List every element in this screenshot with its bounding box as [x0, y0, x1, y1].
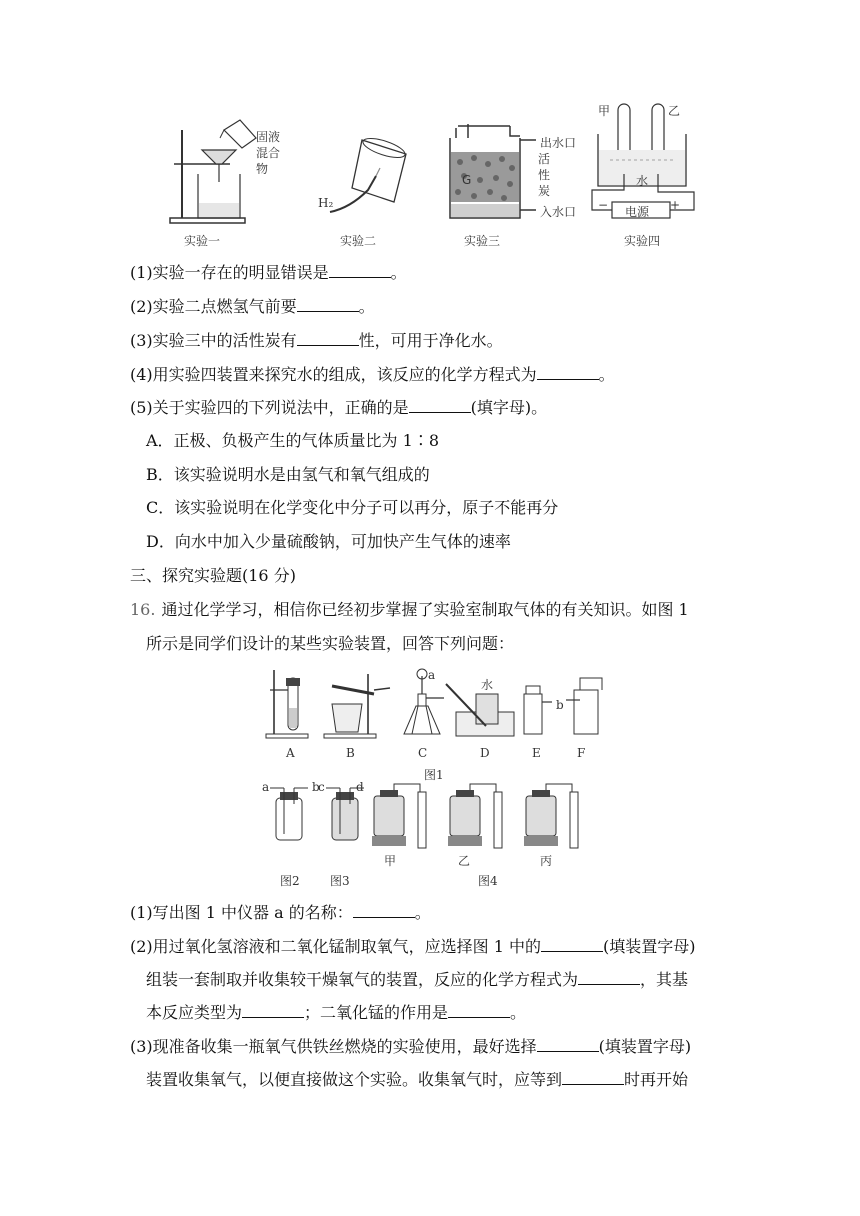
fig3-d-mark: d	[356, 780, 364, 794]
svg-text:G: G	[462, 173, 472, 187]
q16-part2-line3	[146, 1002, 526, 1023]
exp4-minus-label: −	[598, 198, 609, 212]
q16-part3-line2-text: 装置收集氧气，以便直接做这个实验。收集氧气时，应等到	[146, 1070, 563, 1089]
q15-part2-blank	[297, 296, 359, 312]
fig1-label-e: E	[532, 746, 541, 760]
fig1-label-d: D	[480, 746, 490, 760]
q16-part2-blank-4	[448, 1002, 510, 1018]
q15-part1-blank	[329, 262, 391, 278]
exp2-label: 实验二	[340, 234, 377, 248]
q16-part3-line1-tail: (填装置字母)	[598, 1037, 692, 1056]
experiment-2-figure	[310, 118, 420, 228]
q15-part3-blank	[297, 330, 359, 346]
q15-part2-tail: 。	[358, 297, 375, 316]
q15-part1	[130, 262, 407, 283]
q15-option-b: B．该实验说明水是由氢气和氧气组成的	[146, 465, 430, 484]
q16-line1-text: 通过化学学习，相信你已经初步掌握了实验室制取气体的有关知识。如图 1	[161, 600, 689, 619]
q15-part3-tail: 性，可用于净化水。	[358, 331, 503, 350]
fig1-caption: 图1	[424, 768, 444, 782]
q16-part3-blank-2	[562, 1069, 624, 1085]
q15-part5-blank	[409, 397, 471, 413]
q16-line2: 所示是同学们设计的某些实验装置，回答下列问题：	[146, 634, 515, 653]
q16-part2-line1-text: (2)用过氧化氢溶液和二氧化锰制取氧气，应选择图 1 中的	[130, 937, 542, 956]
fig1-water-label: 水	[481, 678, 494, 692]
fig1-label-a: A	[286, 746, 295, 760]
q16-part3-line2	[146, 1069, 688, 1090]
q16-part1	[130, 902, 431, 923]
q16-part2-blank-3	[242, 1002, 304, 1018]
fig2-a-mark: a	[262, 780, 270, 794]
q15-part3	[130, 330, 503, 351]
fig2-b-mark: b	[312, 780, 320, 794]
exp4-right-tube-label: 乙	[668, 104, 681, 118]
exp4-left-tube-label: 甲	[598, 104, 611, 118]
q16-part2-blank-1	[541, 936, 603, 952]
q16-part3-line1-text: (3)现准备收集一瓶氧气供铁丝燃烧的实验使用，最好选择	[130, 1037, 537, 1056]
q15-part4	[130, 364, 615, 385]
q15-part1-tail: 。	[390, 263, 407, 282]
q16-part1-text: (1)写出图 1 中仪器 a 的名称：	[130, 903, 353, 922]
q16-part2-line3-mid: ；二氧化锰的作用是	[304, 1003, 449, 1022]
q16-part2-line2-tail: ，其基	[640, 970, 689, 989]
exp1-label: 实验一	[184, 234, 221, 248]
q15-option-d: D．向水中加入少量硫酸钠，可加快产生气体的速率	[146, 532, 511, 551]
exp2-gas-label: H₂	[318, 196, 334, 210]
q16-part3-line1	[130, 1036, 691, 1057]
q15-part5	[130, 397, 547, 418]
fig1-a-mark: a	[428, 668, 436, 682]
exp3-carbon-label-1: 活	[538, 152, 551, 166]
exp4-power-label: 电源	[625, 205, 650, 219]
q15-part4-text: (4)用实验四装置来探究水的组成，该反应的化学方程式为	[130, 365, 537, 384]
q15-part1-text: (1)实验一存在的明显错误是	[130, 263, 329, 282]
fig4-label-bing: 丙	[540, 854, 553, 868]
q16-part2-line2-text: 组装一套制取并收集较干燥氧气的装置，反应的化学方程式为	[146, 970, 579, 989]
exp1-side-label-2: 混合	[256, 146, 281, 160]
q15-option-a: A．正极、负极产生的气体质量比为 1∶8	[146, 431, 440, 450]
q16-line1	[130, 600, 689, 620]
q16-part2-line1-tail: (填装置字母)	[603, 937, 696, 956]
q15-part5-tail: (填字母)。	[470, 398, 548, 417]
fig4-label-jia: 甲	[384, 854, 397, 868]
fig2-caption: 图2	[280, 874, 300, 888]
exp1-side-label-1: 固液	[256, 130, 281, 144]
exp4-plus-label: +	[670, 198, 681, 212]
q15-part5-text: (5)关于实验四的下列说法中，正确的是	[130, 398, 409, 417]
q16-part1-tail: 。	[414, 903, 431, 922]
exp3-inlet-label: 入水口	[540, 205, 577, 219]
fig4-caption: 图4	[478, 874, 498, 888]
figure-4-setups	[370, 782, 600, 850]
q16-part2-line3-text: 本反应类型为	[146, 1003, 243, 1022]
exp3-carbon-label-2: 性	[538, 168, 551, 182]
q15-part4-blank	[537, 364, 599, 380]
fig1-label-b: B	[346, 746, 355, 760]
q16-part1-blank	[353, 902, 415, 918]
exp3-outlet-label: 出水口	[540, 136, 577, 150]
fig3-c-mark: c	[318, 780, 325, 794]
fig1-label-f: F	[577, 746, 586, 760]
exp4-water-label: 水	[636, 174, 649, 188]
fig1-b-mark: b	[556, 698, 564, 712]
q16-part3-line2-tail: 时再开始	[624, 1070, 689, 1089]
fig1-label-c: C	[418, 746, 428, 760]
exp3-label: 实验三	[464, 234, 501, 248]
fig3-caption: 图3	[330, 874, 350, 888]
figure-2-bottle	[270, 784, 310, 844]
exp4-label: 实验四	[624, 234, 661, 248]
q15-part3-text: (3)实验三中的活性炭有	[130, 331, 297, 350]
q16-part2-line3-tail: 。	[510, 1003, 527, 1022]
experiment-3-figure	[440, 118, 550, 228]
q15-option-c: C．该实验说明在化学变化中分子可以再分，原子不能再分	[146, 498, 559, 517]
q16-part3-blank-1	[537, 1036, 599, 1052]
q16-part2-line2	[146, 969, 688, 990]
fig4-label-yi: 乙	[458, 854, 471, 868]
section-3-heading: 三、探究实验题(16 分)	[130, 566, 296, 585]
q16-number: 16.	[130, 600, 156, 619]
exp1-side-label-3: 物	[256, 162, 269, 176]
q16-part2-blank-2	[578, 969, 640, 985]
q15-part2	[130, 296, 375, 317]
q15-part2-text: (2)实验二点燃氢气前要	[130, 297, 297, 316]
q15-part4-tail: 。	[598, 365, 615, 384]
q16-part2-line1	[130, 936, 696, 957]
exp3-carbon-label-3: 炭	[538, 184, 551, 198]
